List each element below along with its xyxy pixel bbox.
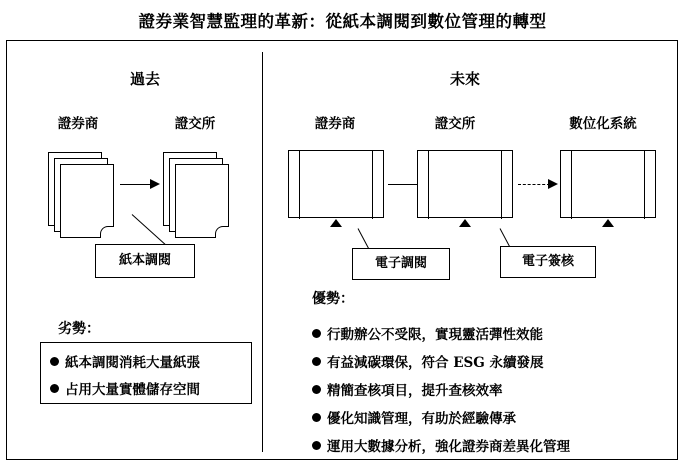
bullet-dot [312, 357, 321, 366]
monitor-stand [330, 219, 342, 227]
future-callout-box-1: 電子調閱 [352, 248, 450, 280]
future-pros-item [312, 351, 543, 371]
future-heading: 未來 [449, 70, 480, 88]
future-pros-item [312, 407, 516, 427]
future-node-label-digital-system: 數位化系統 [569, 116, 637, 132]
paper-sheet [60, 164, 114, 238]
bullet-dot [312, 385, 321, 394]
future-pros-item-label: 運用大數據分析，強化證券商差異化管理 [327, 439, 570, 455]
past-callout-box: 紙本調閱 [95, 244, 195, 278]
paper-sheet [175, 164, 229, 238]
monitor-icon-exchange [417, 150, 513, 218]
future-pros-item [312, 323, 543, 343]
future-pros-item [312, 379, 503, 399]
past-cons-item [50, 351, 200, 371]
bullet-dot [312, 441, 321, 450]
panel-divider [262, 52, 263, 452]
bullet-dot [50, 384, 59, 393]
past-node-label-broker: 證券商 [57, 116, 99, 132]
monitor-icon-digital-system [560, 150, 656, 218]
future-flow-arrow-line-1 [388, 184, 420, 185]
past-flow-arrow-head [150, 179, 160, 189]
past-node-label-exchange: 證交所 [174, 116, 216, 132]
bullet-dot [50, 357, 59, 366]
bullet-dot [312, 413, 321, 422]
future-pros-item-label: 優化知識管理，有助於經驗傳承 [327, 411, 516, 427]
monitor-icon-broker [288, 150, 384, 218]
bullet-dot [312, 329, 321, 338]
future-callout-box-2: 電子簽核 [500, 246, 596, 278]
future-node-label-exchange: 證交所 [434, 116, 476, 132]
page-title: 證券業智慧監理的革新：從紙本調閱到數位管理的轉型 [138, 12, 547, 31]
past-flow-arrow-line [120, 184, 152, 185]
future-pros-item-label: 有益減碳環保，符合 ESG 永續發展 [327, 355, 544, 371]
past-cons-item [50, 378, 200, 398]
future-flow-arrow-line-2 [518, 184, 550, 185]
past-cons-item-label: 紙本調閱消耗大量紙張 [65, 355, 200, 371]
past-heading: 過去 [129, 70, 160, 88]
monitor-stand [602, 219, 614, 227]
future-flow-arrow-head-2 [548, 179, 558, 189]
future-pros-item-label: 行動辦公不受限，實現靈活彈性效能 [327, 327, 543, 343]
future-node-label-broker: 證券商 [314, 116, 356, 132]
monitor-stand [459, 219, 471, 227]
future-pros-title: 優勢： [312, 291, 354, 307]
past-cons-item-label: 占用大量實體儲存空間 [65, 382, 200, 398]
future-pros-item [312, 435, 570, 455]
past-cons-title: 劣勢： [58, 321, 100, 337]
future-pros-item-label: 精簡查核項目，提升查核效率 [327, 383, 503, 399]
